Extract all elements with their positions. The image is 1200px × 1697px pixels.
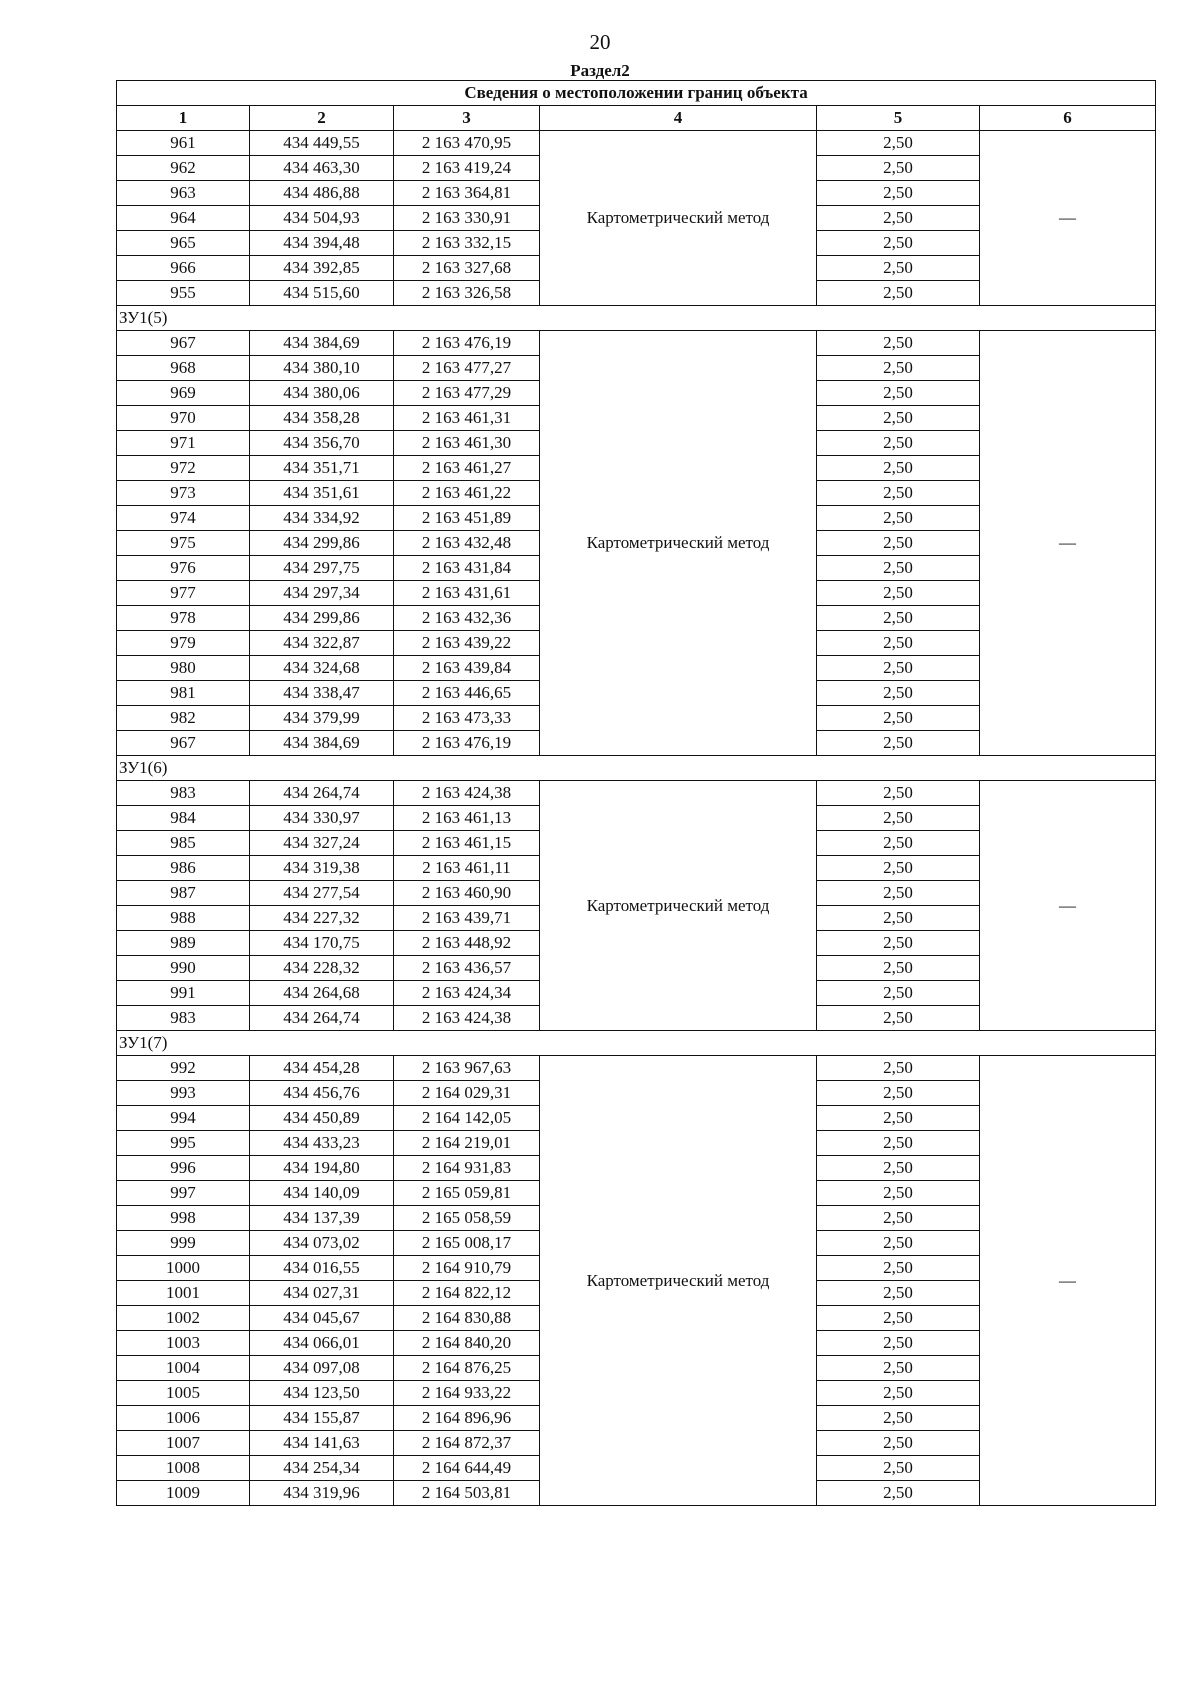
x-coordinate-cell: 434 392,85 (250, 256, 394, 281)
point-number-cell: 979 (117, 631, 250, 656)
accuracy-cell: 2,50 (817, 1206, 980, 1231)
table-row (117, 781, 1156, 806)
point-number-cell: 983 (117, 1006, 250, 1031)
accuracy-cell: 2,50 (817, 1356, 980, 1381)
point-number-cell: 967 (117, 731, 250, 756)
accuracy-cell: 2,50 (817, 956, 980, 981)
point-number-cell: 1000 (117, 1256, 250, 1281)
x-coordinate-cell: 434 027,31 (250, 1281, 394, 1306)
accuracy-cell: 2,50 (817, 881, 980, 906)
point-number-cell: 988 (117, 906, 250, 931)
x-coordinate-cell: 434 394,48 (250, 231, 394, 256)
accuracy-cell: 2,50 (817, 981, 980, 1006)
point-number-cell: 972 (117, 456, 250, 481)
accuracy-cell: 2,50 (817, 206, 980, 231)
accuracy-cell: 2,50 (817, 556, 980, 581)
accuracy-cell: 2,50 (817, 1256, 980, 1281)
accuracy-cell: 2,50 (817, 1456, 980, 1481)
y-coordinate-cell: 2 164 931,83 (394, 1156, 540, 1181)
accuracy-cell: 2,50 (817, 406, 980, 431)
table-row (117, 331, 1156, 356)
point-number-cell: 1009 (117, 1481, 250, 1506)
accuracy-cell: 2,50 (817, 1081, 980, 1106)
accuracy-cell: 2,50 (817, 431, 980, 456)
method-cell: Картометрический метод (540, 781, 817, 1031)
note-cell: — (980, 781, 1156, 1031)
y-coordinate-cell: 2 163 451,89 (394, 506, 540, 531)
y-coordinate-cell: 2 165 058,59 (394, 1206, 540, 1231)
x-coordinate-cell: 434 170,75 (250, 931, 394, 956)
x-coordinate-cell: 434 264,74 (250, 1006, 394, 1031)
accuracy-cell: 2,50 (817, 906, 980, 931)
accuracy-cell: 2,50 (817, 531, 980, 556)
x-coordinate-cell: 434 322,87 (250, 631, 394, 656)
point-number-cell: 973 (117, 481, 250, 506)
accuracy-cell: 2,50 (817, 1131, 980, 1156)
group-label: ЗУ1(7) (117, 1031, 1156, 1056)
y-coordinate-cell: 2 163 432,48 (394, 531, 540, 556)
y-coordinate-cell: 2 163 476,19 (394, 331, 540, 356)
accuracy-cell: 2,50 (817, 1406, 980, 1431)
x-coordinate-cell: 434 351,71 (250, 456, 394, 481)
x-coordinate-cell: 434 454,28 (250, 1056, 394, 1081)
accuracy-cell: 2,50 (817, 806, 980, 831)
accuracy-cell: 2,50 (817, 1281, 980, 1306)
y-coordinate-cell: 2 163 476,19 (394, 731, 540, 756)
y-coordinate-cell: 2 163 432,36 (394, 606, 540, 631)
y-coordinate-cell: 2 163 326,58 (394, 281, 540, 306)
x-coordinate-cell: 434 334,92 (250, 506, 394, 531)
x-coordinate-cell: 434 330,97 (250, 806, 394, 831)
accuracy-cell: 2,50 (817, 856, 980, 881)
x-coordinate-cell: 434 379,99 (250, 706, 394, 731)
group-row (117, 306, 1156, 331)
point-number-cell: 1008 (117, 1456, 250, 1481)
x-coordinate-cell: 434 319,38 (250, 856, 394, 881)
accuracy-cell: 2,50 (817, 456, 980, 481)
accuracy-cell: 2,50 (817, 606, 980, 631)
accuracy-cell: 2,50 (817, 706, 980, 731)
column-header: 2 (250, 106, 394, 131)
accuracy-cell: 2,50 (817, 1431, 980, 1456)
accuracy-cell: 2,50 (817, 1106, 980, 1131)
y-coordinate-cell: 2 163 431,84 (394, 556, 540, 581)
y-coordinate-cell: 2 164 876,25 (394, 1356, 540, 1381)
accuracy-cell: 2,50 (817, 506, 980, 531)
point-number-cell: 990 (117, 956, 250, 981)
x-coordinate-cell: 434 073,02 (250, 1231, 394, 1256)
point-number-cell: 1002 (117, 1306, 250, 1331)
x-coordinate-cell: 434 016,55 (250, 1256, 394, 1281)
point-number-cell: 987 (117, 881, 250, 906)
accuracy-cell: 2,50 (817, 331, 980, 356)
table-body (117, 81, 1156, 1506)
x-coordinate-cell: 434 433,23 (250, 1131, 394, 1156)
accuracy-cell: 2,50 (817, 931, 980, 956)
y-coordinate-cell: 2 163 461,13 (394, 806, 540, 831)
table-header-row (117, 106, 1156, 131)
x-coordinate-cell: 434 449,55 (250, 131, 394, 156)
point-number-cell: 978 (117, 606, 250, 631)
x-coordinate-cell: 434 380,10 (250, 356, 394, 381)
y-coordinate-cell: 2 163 460,90 (394, 881, 540, 906)
x-coordinate-cell: 434 137,39 (250, 1206, 394, 1231)
y-coordinate-cell: 2 164 896,96 (394, 1406, 540, 1431)
y-coordinate-cell: 2 163 436,57 (394, 956, 540, 981)
point-number-cell: 993 (117, 1081, 250, 1106)
y-coordinate-cell: 2 163 477,27 (394, 356, 540, 381)
point-number-cell: 977 (117, 581, 250, 606)
point-number-cell: 995 (117, 1131, 250, 1156)
accuracy-cell: 2,50 (817, 181, 980, 206)
note-cell: — (980, 331, 1156, 756)
y-coordinate-cell: 2 164 830,88 (394, 1306, 540, 1331)
column-header: 5 (817, 106, 980, 131)
accuracy-cell: 2,50 (817, 1056, 980, 1081)
y-coordinate-cell: 2 164 933,22 (394, 1381, 540, 1406)
point-number-cell: 1001 (117, 1281, 250, 1306)
x-coordinate-cell: 434 380,06 (250, 381, 394, 406)
y-coordinate-cell: 2 163 461,22 (394, 481, 540, 506)
y-coordinate-cell: 2 163 470,95 (394, 131, 540, 156)
point-number-cell: 965 (117, 231, 250, 256)
point-number-cell: 985 (117, 831, 250, 856)
x-coordinate-cell: 434 319,96 (250, 1481, 394, 1506)
accuracy-cell: 2,50 (817, 1381, 980, 1406)
x-coordinate-cell: 434 299,86 (250, 531, 394, 556)
accuracy-cell: 2,50 (817, 131, 980, 156)
point-number-cell: 967 (117, 331, 250, 356)
y-coordinate-cell: 2 163 439,71 (394, 906, 540, 931)
x-coordinate-cell: 434 463,30 (250, 156, 394, 181)
accuracy-cell: 2,50 (817, 831, 980, 856)
x-coordinate-cell: 434 504,93 (250, 206, 394, 231)
point-number-cell: 994 (117, 1106, 250, 1131)
x-coordinate-cell: 434 277,54 (250, 881, 394, 906)
point-number-cell: 989 (117, 931, 250, 956)
group-label: ЗУ1(5) (117, 306, 1156, 331)
x-coordinate-cell: 434 140,09 (250, 1181, 394, 1206)
y-coordinate-cell: 2 164 142,05 (394, 1106, 540, 1131)
point-number-cell: 981 (117, 681, 250, 706)
x-coordinate-cell: 434 123,50 (250, 1381, 394, 1406)
x-coordinate-cell: 434 515,60 (250, 281, 394, 306)
x-coordinate-cell: 434 155,87 (250, 1406, 394, 1431)
point-number-cell: 998 (117, 1206, 250, 1231)
x-coordinate-cell: 434 227,32 (250, 906, 394, 931)
accuracy-cell: 2,50 (817, 231, 980, 256)
y-coordinate-cell: 2 163 461,15 (394, 831, 540, 856)
y-coordinate-cell: 2 163 424,34 (394, 981, 540, 1006)
point-number-cell: 955 (117, 281, 250, 306)
group-row (117, 756, 1156, 781)
table-row (117, 131, 1156, 156)
page-number: 20 (589, 30, 611, 54)
accuracy-cell: 2,50 (817, 656, 980, 681)
y-coordinate-cell: 2 163 439,22 (394, 631, 540, 656)
column-header: 6 (980, 106, 1156, 131)
table-row (117, 1056, 1156, 1081)
method-cell: Картометрический метод (540, 1056, 817, 1506)
y-coordinate-cell: 2 163 431,61 (394, 581, 540, 606)
x-coordinate-cell: 434 450,89 (250, 1106, 394, 1131)
y-coordinate-cell: 2 164 910,79 (394, 1256, 540, 1281)
note-cell: — (980, 1056, 1156, 1506)
y-coordinate-cell: 2 164 872,37 (394, 1431, 540, 1456)
point-number-cell: 961 (117, 131, 250, 156)
note-cell: — (980, 131, 1156, 306)
accuracy-cell: 2,50 (817, 681, 980, 706)
y-coordinate-cell: 2 163 461,11 (394, 856, 540, 881)
point-number-cell: 996 (117, 1156, 250, 1181)
point-number-cell: 970 (117, 406, 250, 431)
y-coordinate-cell: 2 163 419,24 (394, 156, 540, 181)
x-coordinate-cell: 434 194,80 (250, 1156, 394, 1181)
x-coordinate-cell: 434 338,47 (250, 681, 394, 706)
accuracy-cell: 2,50 (817, 381, 980, 406)
y-coordinate-cell: 2 165 059,81 (394, 1181, 540, 1206)
x-coordinate-cell: 434 297,34 (250, 581, 394, 606)
point-number-cell: 980 (117, 656, 250, 681)
boundary-coordinates-table (116, 80, 1156, 1506)
accuracy-cell: 2,50 (817, 631, 980, 656)
accuracy-cell: 2,50 (817, 156, 980, 181)
point-number-cell: 962 (117, 156, 250, 181)
accuracy-cell: 2,50 (817, 1181, 980, 1206)
x-coordinate-cell: 434 327,24 (250, 831, 394, 856)
point-number-cell: 983 (117, 781, 250, 806)
x-coordinate-cell: 434 299,86 (250, 606, 394, 631)
accuracy-cell: 2,50 (817, 581, 980, 606)
y-coordinate-cell: 2 163 424,38 (394, 781, 540, 806)
group-row (117, 1031, 1156, 1056)
y-coordinate-cell: 2 164 822,12 (394, 1281, 540, 1306)
group-label: ЗУ1(6) (117, 756, 1156, 781)
point-number-cell: 1005 (117, 1381, 250, 1406)
x-coordinate-cell: 434 264,74 (250, 781, 394, 806)
point-number-cell: 964 (117, 206, 250, 231)
point-number-cell: 1004 (117, 1356, 250, 1381)
accuracy-cell: 2,50 (817, 1156, 980, 1181)
x-coordinate-cell: 434 384,69 (250, 731, 394, 756)
point-number-cell: 976 (117, 556, 250, 581)
x-coordinate-cell: 434 356,70 (250, 431, 394, 456)
y-coordinate-cell: 2 163 446,65 (394, 681, 540, 706)
table-caption-row (117, 81, 1156, 106)
y-coordinate-cell: 2 164 029,31 (394, 1081, 540, 1106)
accuracy-cell: 2,50 (817, 281, 980, 306)
point-number-cell: 966 (117, 256, 250, 281)
accuracy-cell: 2,50 (817, 481, 980, 506)
y-coordinate-cell: 2 163 473,33 (394, 706, 540, 731)
accuracy-cell: 2,50 (817, 356, 980, 381)
section-title: Раздел2 (570, 61, 630, 80)
point-number-cell: 992 (117, 1056, 250, 1081)
x-coordinate-cell: 434 384,69 (250, 331, 394, 356)
point-number-cell: 986 (117, 856, 250, 881)
accuracy-cell: 2,50 (817, 256, 980, 281)
point-number-cell: 963 (117, 181, 250, 206)
y-coordinate-cell: 2 163 461,30 (394, 431, 540, 456)
y-coordinate-cell: 2 163 461,31 (394, 406, 540, 431)
point-number-cell: 971 (117, 431, 250, 456)
y-coordinate-cell: 2 163 448,92 (394, 931, 540, 956)
method-cell: Картометрический метод (540, 331, 817, 756)
table-caption: Сведения о местоположении границ объекта (117, 81, 1156, 106)
x-coordinate-cell: 434 358,28 (250, 406, 394, 431)
x-coordinate-cell: 434 141,63 (250, 1431, 394, 1456)
point-number-cell: 969 (117, 381, 250, 406)
x-coordinate-cell: 434 297,75 (250, 556, 394, 581)
point-number-cell: 1006 (117, 1406, 250, 1431)
point-number-cell: 968 (117, 356, 250, 381)
y-coordinate-cell: 2 164 840,20 (394, 1331, 540, 1356)
accuracy-cell: 2,50 (817, 1231, 980, 1256)
accuracy-cell: 2,50 (817, 1331, 980, 1356)
point-number-cell: 974 (117, 506, 250, 531)
x-coordinate-cell: 434 097,08 (250, 1356, 394, 1381)
y-coordinate-cell: 2 164 644,49 (394, 1456, 540, 1481)
y-coordinate-cell: 2 163 461,27 (394, 456, 540, 481)
y-coordinate-cell: 2 165 008,17 (394, 1231, 540, 1256)
y-coordinate-cell: 2 163 967,63 (394, 1056, 540, 1081)
accuracy-cell: 2,50 (817, 1306, 980, 1331)
column-header: 3 (394, 106, 540, 131)
y-coordinate-cell: 2 163 477,29 (394, 381, 540, 406)
point-number-cell: 982 (117, 706, 250, 731)
y-coordinate-cell: 2 163 327,68 (394, 256, 540, 281)
method-cell: Картометрический метод (540, 131, 817, 306)
y-coordinate-cell: 2 163 424,38 (394, 1006, 540, 1031)
column-header: 4 (540, 106, 817, 131)
x-coordinate-cell: 434 066,01 (250, 1331, 394, 1356)
x-coordinate-cell: 434 254,34 (250, 1456, 394, 1481)
point-number-cell: 975 (117, 531, 250, 556)
x-coordinate-cell: 434 456,76 (250, 1081, 394, 1106)
accuracy-cell: 2,50 (817, 731, 980, 756)
x-coordinate-cell: 434 351,61 (250, 481, 394, 506)
x-coordinate-cell: 434 045,67 (250, 1306, 394, 1331)
point-number-cell: 999 (117, 1231, 250, 1256)
x-coordinate-cell: 434 264,68 (250, 981, 394, 1006)
column-header: 1 (117, 106, 250, 131)
accuracy-cell: 2,50 (817, 1006, 980, 1031)
point-number-cell: 984 (117, 806, 250, 831)
y-coordinate-cell: 2 163 332,15 (394, 231, 540, 256)
y-coordinate-cell: 2 164 503,81 (394, 1481, 540, 1506)
accuracy-cell: 2,50 (817, 1481, 980, 1506)
point-number-cell: 1007 (117, 1431, 250, 1456)
point-number-cell: 997 (117, 1181, 250, 1206)
x-coordinate-cell: 434 228,32 (250, 956, 394, 981)
x-coordinate-cell: 434 486,88 (250, 181, 394, 206)
y-coordinate-cell: 2 163 439,84 (394, 656, 540, 681)
y-coordinate-cell: 2 163 364,81 (394, 181, 540, 206)
y-coordinate-cell: 2 164 219,01 (394, 1131, 540, 1156)
point-number-cell: 991 (117, 981, 250, 1006)
accuracy-cell: 2,50 (817, 781, 980, 806)
y-coordinate-cell: 2 163 330,91 (394, 206, 540, 231)
x-coordinate-cell: 434 324,68 (250, 656, 394, 681)
point-number-cell: 1003 (117, 1331, 250, 1356)
